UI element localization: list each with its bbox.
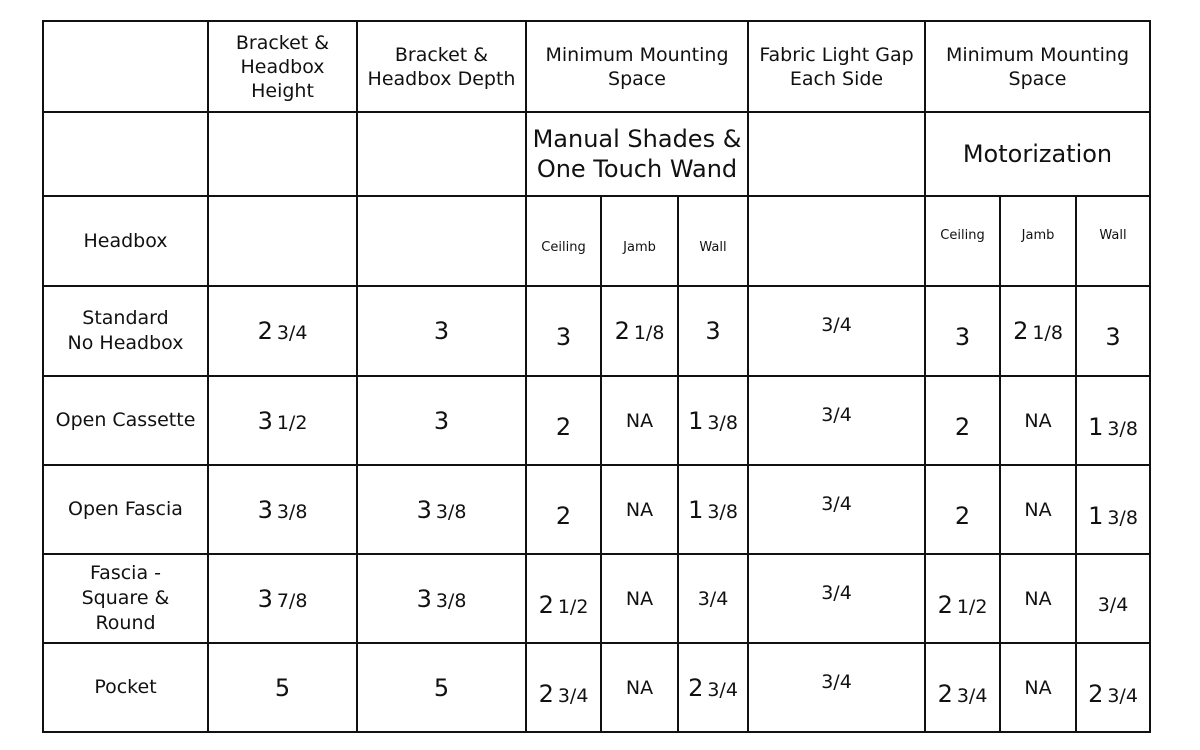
motor-jamb-cell bbox=[1000, 465, 1076, 554]
value-wrap bbox=[688, 407, 738, 435]
value-whole: 2 bbox=[954, 412, 971, 441]
value-whole: 3 bbox=[433, 317, 450, 345]
corner-cell-1 bbox=[43, 21, 208, 112]
na-value: NA bbox=[625, 587, 654, 610]
fabric-gap-cell bbox=[748, 286, 925, 376]
value-whole: 3 bbox=[257, 584, 273, 613]
motor-ceiling-cell bbox=[925, 465, 1000, 554]
na-value: NA bbox=[625, 676, 654, 699]
value-wrap bbox=[258, 496, 308, 524]
depth-cell bbox=[357, 554, 526, 643]
motor-jamb-header: Jamb bbox=[1000, 196, 1076, 286]
row-label: Fascia - Square & Round bbox=[43, 554, 208, 643]
value-fraction: 3/8 bbox=[435, 589, 467, 612]
na-value: NA bbox=[1024, 676, 1052, 699]
value-text: 3/4 bbox=[821, 581, 852, 604]
value-whole: 2 bbox=[538, 590, 554, 619]
value-wrap bbox=[626, 677, 653, 699]
motor-wall-cell bbox=[1076, 465, 1150, 554]
value-wrap bbox=[821, 582, 852, 604]
table-row bbox=[43, 376, 1150, 465]
value-wrap bbox=[556, 323, 571, 351]
na-value: NA bbox=[625, 498, 654, 521]
value-fraction: 1/2 bbox=[956, 595, 988, 618]
value-wrap bbox=[615, 317, 665, 345]
value-whole: 2 bbox=[688, 673, 704, 702]
table-row bbox=[43, 554, 1150, 643]
value-whole: 3 bbox=[433, 406, 450, 435]
manual-wall-cell bbox=[678, 286, 748, 376]
value-whole: 3 bbox=[1105, 323, 1121, 351]
row-label: Open Cassette bbox=[43, 376, 208, 465]
value-fraction: 3/4 bbox=[1107, 684, 1138, 707]
value-wrap bbox=[1088, 680, 1138, 708]
value-fraction: 1/2 bbox=[557, 595, 589, 618]
depth-cell bbox=[357, 465, 526, 554]
table-row bbox=[43, 286, 1150, 376]
value-whole: 3 bbox=[416, 495, 432, 524]
manual-jamb-cell bbox=[601, 465, 678, 554]
motor-ceiling-header: Ceiling bbox=[925, 196, 1000, 286]
value-wrap bbox=[1024, 499, 1051, 521]
value-whole: 1 bbox=[688, 495, 704, 524]
value-wrap bbox=[417, 496, 467, 524]
value-wrap bbox=[1013, 317, 1063, 345]
corner-cell-2 bbox=[43, 112, 208, 196]
value-wrap bbox=[955, 323, 970, 351]
empty-cell-depth-2 bbox=[357, 196, 526, 286]
mounting-spec-table bbox=[42, 20, 1151, 733]
motor-jamb-cell bbox=[1000, 554, 1076, 643]
value-wrap bbox=[434, 317, 449, 345]
bracket-depth-header: Bracket & Headbox Depth bbox=[357, 21, 526, 112]
motor-ceiling-cell bbox=[925, 376, 1000, 465]
manual-ceiling-cell bbox=[526, 643, 601, 732]
value-wrap bbox=[938, 591, 988, 619]
value-whole: 2 bbox=[555, 412, 572, 441]
header-row-1 bbox=[43, 21, 1150, 112]
manual-jamb-cell bbox=[601, 376, 678, 465]
value-wrap bbox=[821, 671, 852, 693]
value-fraction: 3/4 bbox=[707, 678, 738, 701]
value-fraction: 3/4 bbox=[557, 684, 589, 707]
value-fraction: 3/8 bbox=[1107, 506, 1138, 529]
motor-jamb-cell bbox=[1000, 643, 1076, 732]
manual-wall-cell bbox=[678, 376, 748, 465]
value-wrap bbox=[1024, 410, 1051, 432]
value-wrap bbox=[417, 585, 467, 613]
manual-wall-header: Wall bbox=[678, 196, 748, 286]
value-whole: 1 bbox=[1088, 412, 1104, 441]
row-label: Pocket bbox=[43, 643, 208, 732]
motor-ceiling-cell bbox=[925, 554, 1000, 643]
na-value: NA bbox=[1024, 587, 1052, 610]
height-cell bbox=[208, 554, 357, 643]
manual-ceiling-cell bbox=[526, 376, 601, 465]
motor-wall-cell bbox=[1076, 643, 1150, 732]
manual-jamb-header: Jamb bbox=[601, 196, 678, 286]
manual-shades-header: Manual Shades & One Touch Wand bbox=[526, 112, 748, 196]
value-whole: 1 bbox=[1088, 501, 1104, 530]
value-fraction: 3/8 bbox=[276, 500, 308, 523]
value-wrap bbox=[1098, 594, 1129, 616]
value-whole: 2 bbox=[555, 501, 572, 530]
value-wrap bbox=[821, 404, 852, 426]
value-fraction: 1/8 bbox=[633, 322, 665, 344]
value-wrap bbox=[688, 496, 738, 524]
table-row bbox=[43, 643, 1150, 732]
value-wrap bbox=[1088, 502, 1138, 530]
manual-ceiling-cell bbox=[526, 465, 601, 554]
value-wrap bbox=[938, 680, 988, 708]
motor-wall-cell bbox=[1076, 286, 1150, 376]
header-row-2 bbox=[43, 112, 1150, 196]
value-fraction: 3/8 bbox=[707, 500, 738, 523]
value-wrap bbox=[1024, 677, 1051, 699]
value-wrap bbox=[705, 317, 720, 345]
value-wrap bbox=[626, 588, 653, 610]
value-whole: 3 bbox=[257, 495, 273, 524]
depth-cell bbox=[357, 376, 526, 465]
headbox-header: Headbox bbox=[43, 196, 208, 286]
empty-cell-gap-2 bbox=[748, 196, 925, 286]
value-whole: 1 bbox=[688, 406, 704, 435]
empty-cell-depth bbox=[357, 112, 526, 196]
value-wrap bbox=[434, 407, 449, 435]
manual-ceiling-cell bbox=[526, 286, 601, 376]
depth-cell bbox=[357, 286, 526, 376]
manual-wall-cell bbox=[678, 643, 748, 732]
value-whole: 2 bbox=[1013, 317, 1029, 345]
value-whole: 2 bbox=[954, 501, 971, 530]
value-wrap bbox=[698, 588, 729, 610]
height-cell bbox=[208, 286, 357, 376]
value-wrap bbox=[275, 674, 290, 702]
value-wrap bbox=[258, 585, 308, 613]
value-wrap bbox=[955, 502, 970, 530]
value-wrap bbox=[556, 413, 571, 441]
manual-ceiling-cell bbox=[526, 554, 601, 643]
motor-wall-cell bbox=[1076, 554, 1150, 643]
value-whole: 5 bbox=[274, 673, 291, 702]
value-wrap bbox=[688, 674, 738, 702]
motor-jamb-cell bbox=[1000, 376, 1076, 465]
fabric-gap-cell bbox=[748, 376, 925, 465]
manual-ceiling-header: Ceiling bbox=[526, 196, 601, 286]
value-fraction: 3/4 bbox=[956, 684, 988, 707]
value-whole: 3 bbox=[555, 323, 572, 351]
value-wrap bbox=[434, 674, 449, 702]
value-fraction: 7/8 bbox=[276, 589, 308, 612]
value-whole: 3 bbox=[257, 406, 273, 435]
value-fraction: 3/4 bbox=[276, 322, 308, 344]
min-mount-manual-header: Minimum Mounting Space bbox=[526, 21, 748, 112]
value-wrap bbox=[626, 499, 653, 521]
value-wrap bbox=[258, 317, 308, 345]
value-text: 3/4 bbox=[821, 670, 852, 693]
value-whole: 2 bbox=[614, 317, 630, 345]
manual-wall-cell bbox=[678, 554, 748, 643]
manual-wall-cell bbox=[678, 465, 748, 554]
value-whole: 2 bbox=[538, 679, 554, 708]
fabric-gap-cell bbox=[748, 465, 925, 554]
value-fraction: 3/8 bbox=[707, 411, 738, 434]
na-value: NA bbox=[1024, 409, 1052, 432]
value-fraction: 3/4 bbox=[1097, 593, 1129, 616]
value-fraction: 3/8 bbox=[1107, 417, 1138, 440]
value-wrap bbox=[1088, 413, 1138, 441]
value-whole: 2 bbox=[937, 679, 953, 708]
value-wrap bbox=[556, 502, 571, 530]
row-label: Open Fascia bbox=[43, 465, 208, 554]
manual-jamb-cell bbox=[601, 286, 678, 376]
value-wrap bbox=[1105, 323, 1120, 351]
depth-cell bbox=[357, 643, 526, 732]
value-fraction: 1/2 bbox=[276, 411, 308, 434]
fabric-gap-cell bbox=[748, 554, 925, 643]
motor-wall-cell bbox=[1076, 376, 1150, 465]
header-row-3 bbox=[43, 196, 1150, 286]
value-whole: 2 bbox=[937, 590, 953, 619]
value-fraction: 3/4 bbox=[697, 587, 729, 610]
value-text: 3/4 bbox=[821, 403, 852, 426]
motor-jamb-cell bbox=[1000, 286, 1076, 376]
value-whole: 2 bbox=[1088, 679, 1104, 708]
value-fraction: 3/8 bbox=[435, 500, 467, 523]
value-whole: 3 bbox=[416, 584, 432, 613]
value-wrap bbox=[258, 407, 308, 435]
motor-wall-header: Wall bbox=[1076, 196, 1150, 286]
value-whole: 5 bbox=[433, 673, 450, 702]
motorization-header: Motorization bbox=[925, 112, 1150, 196]
value-wrap bbox=[821, 314, 852, 336]
na-value: NA bbox=[1024, 498, 1052, 521]
empty-cell-height-2 bbox=[208, 196, 357, 286]
manual-jamb-cell bbox=[601, 554, 678, 643]
value-whole: 2 bbox=[257, 317, 273, 345]
motor-ceiling-cell bbox=[925, 643, 1000, 732]
value-whole: 3 bbox=[954, 323, 971, 351]
empty-cell-gap bbox=[748, 112, 925, 196]
value-wrap bbox=[821, 493, 852, 515]
empty-cell-height bbox=[208, 112, 357, 196]
value-fraction: 1/8 bbox=[1032, 322, 1063, 344]
motor-ceiling-cell bbox=[925, 286, 1000, 376]
height-cell bbox=[208, 376, 357, 465]
value-wrap bbox=[955, 413, 970, 441]
value-wrap bbox=[626, 410, 653, 432]
manual-jamb-cell bbox=[601, 643, 678, 732]
row-label: Standard No Headbox bbox=[43, 286, 208, 376]
fabric-gap-header: Fabric Light Gap Each Side bbox=[748, 21, 925, 112]
min-mount-motor-header: Minimum Mounting Space bbox=[925, 21, 1150, 112]
value-wrap bbox=[1024, 588, 1051, 610]
bracket-height-header: Bracket & Headbox Height bbox=[208, 21, 357, 112]
value-wrap bbox=[539, 680, 589, 708]
value-text: 3/4 bbox=[821, 314, 852, 336]
table-row bbox=[43, 465, 1150, 554]
value-text: 3/4 bbox=[821, 492, 852, 515]
height-cell bbox=[208, 643, 357, 732]
na-value: NA bbox=[625, 409, 654, 432]
height-cell bbox=[208, 465, 357, 554]
fabric-gap-cell bbox=[748, 643, 925, 732]
value-wrap bbox=[539, 591, 589, 619]
value-whole: 3 bbox=[705, 317, 721, 345]
